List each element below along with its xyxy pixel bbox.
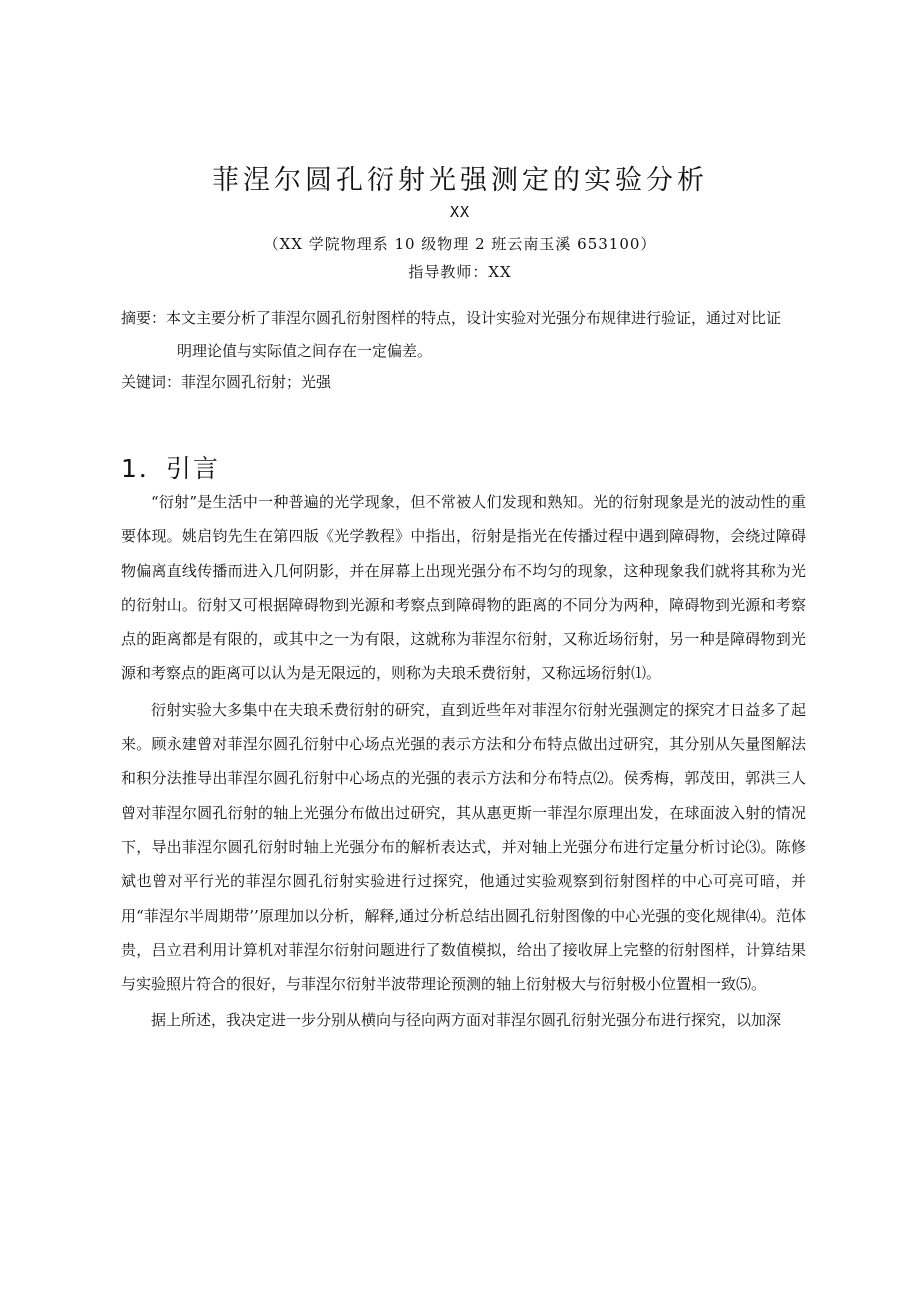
section-body bbox=[121, 485, 806, 1038]
author: XX bbox=[449, 203, 471, 221]
paragraph: 据上所述，我决定进一步分别从横向与径向两方面对菲涅尔圆孔衍射光强分布进行探究，以加深 bbox=[151, 1011, 782, 1030]
keywords: 关键词：菲涅尔圆孔衍射；光强 bbox=[121, 373, 332, 391]
abstract-line-1: 摘要：本文主要分析了菲涅尔圆孔衍射图样的特点，设计实验对光强分布规律进行验证，通过对比证 bbox=[121, 309, 782, 327]
abstract-line-2: 明理论值与实际值之间存在一定偏差。 bbox=[177, 342, 433, 360]
advisor: 指导教师：XX bbox=[408, 263, 512, 281]
paragraph: 衍射实验大多集中在夫琅禾费衍射的研究，直到近些年对菲涅尔衍射光强测定的探究才日益多了起来。顾永建曾对菲涅尔圆孔衍射中心场点光强的表示方法和分布特点做出过研究，其分别从矢量图解法和积分法推导出菲涅尔圆孔衍射中心场点的光强的表示方法和分布特点⑵。侯秀梅，郭茂田，郭洪三人曾对菲涅尔圆孔衍射的轴上光强分布做出过研究，其从惠更斯一菲涅尔原理出发，在球面波入射的情况下，导出菲涅尔圆孔衍射时轴上光强分布的解析表达式，并对轴上光强分布进行定量分析讨论⑶。陈修斌也曾对平行光的菲涅尔圆孔衍射实验进行过探究，他通过实验观察到衍射图样的中心可亮可暗，并用“菲涅尔半周期带’’原理加以分析，解释,通过分析总结出圆孔衍射图像的中心光强的变化规律⑷。范体贵，吕立君利用计算机对菲涅尔衍射问题进行了数值模拟，给出了接收屏上完整的衍射图样，计算结果与实验照片符合的很好，与菲涅尔衍射半波带理论预测的轴上衍射极大与衍射极小位置相一致⑸。 bbox=[121, 700, 806, 994]
paper-title: 菲涅尔圆孔衍射光强测定的实验分析 bbox=[212, 165, 708, 196]
section-heading: 1．引言 bbox=[121, 454, 220, 483]
paragraph: “衍射”是生活中一种普遍的光学现象，但不常被人们发现和熟知。光的衍射现象是光的波动性的重要体现。姚启钧先生在第四版《光学教程》中指出，衍射是指光在传播过程中遇到障碍物，会绕过障碍物偏离直线传播而进入几何阴影，并在屏幕上出现光强分布不均匀的现象，这种现象我们就将其称为光的衍射山。衍射又可根据障碍物到光源和考察点到障碍物的距离的不同分为两种，障碍物到光源和考察点的距离都是有限的，或其中之一为有限，这就称为菲涅尔衍射，又称近场衍射，另一种是障碍物到光源和考察点的距离可以认为是无限远的，则称为夫琅禾费衍射，又称远场衍射⑴。 bbox=[121, 493, 806, 683]
abstract bbox=[121, 302, 806, 368]
affiliation: （XX 学院物理系 10 级物理 2 班云南玉溪 653100） bbox=[263, 235, 657, 253]
